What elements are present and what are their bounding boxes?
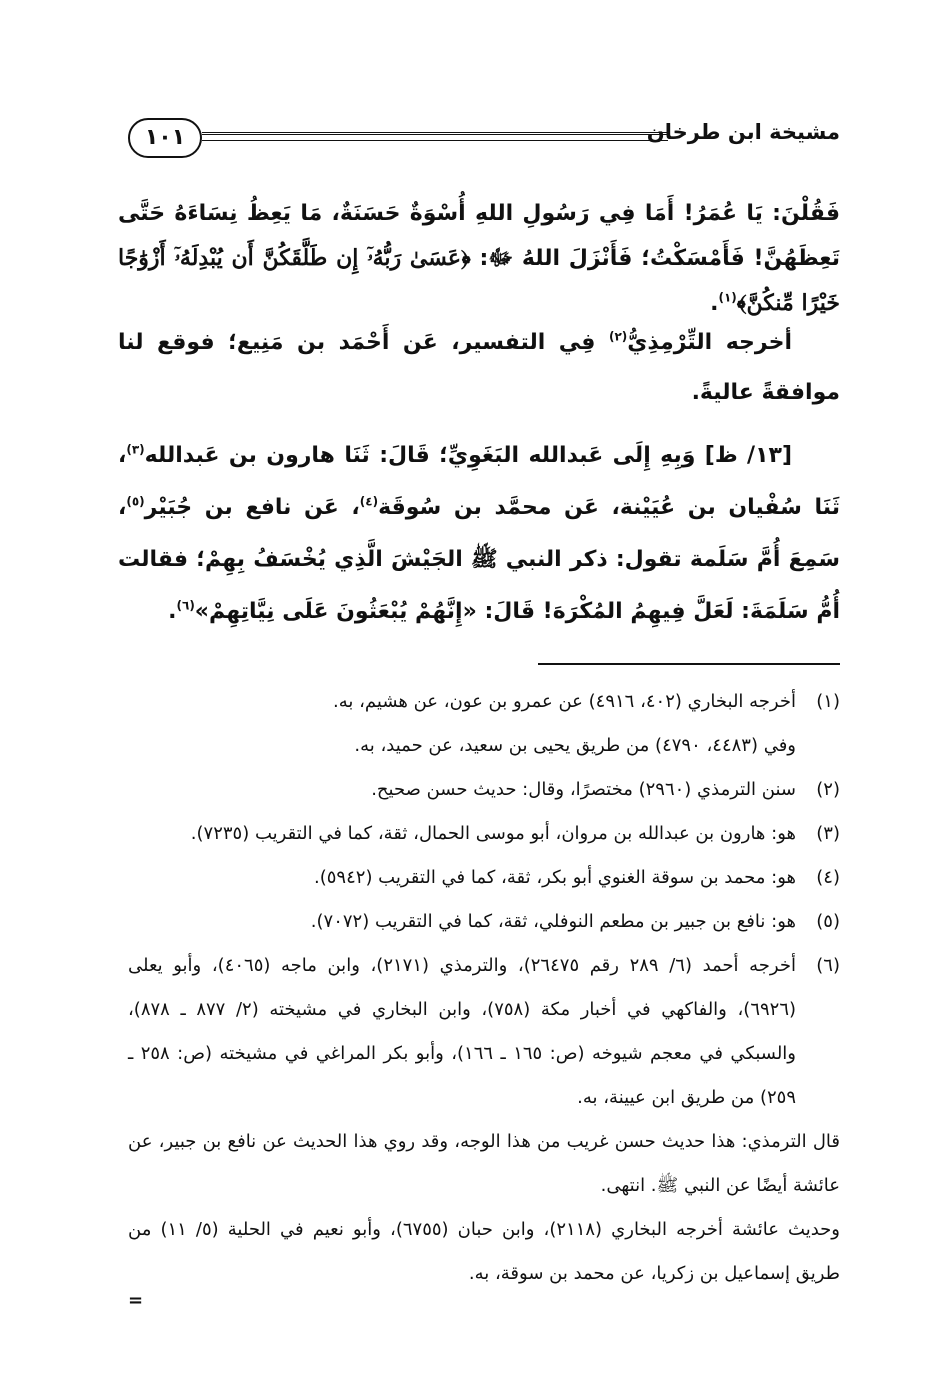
footnote-1-continued (128, 724, 840, 768)
footnote-2 (128, 768, 840, 812)
footnote-ref-6: (٦) (176, 598, 195, 613)
page-header (128, 118, 840, 162)
footnote-5 (128, 900, 840, 944)
footnote-number: (٤) (816, 867, 840, 888)
footnote-ref-1: (١) (718, 290, 737, 305)
footnote-number: (١) (816, 691, 840, 712)
header-rule (202, 132, 668, 141)
paragraph-2-text-b: فِي التفسير، عَن أَحْمَد بن مَنِيع؛ فوقع لنا موافقةً عاليةً. (118, 330, 840, 405)
paragraph-2-text-a: أخرجه التِّرْمِذِيُّ (627, 330, 792, 355)
footnote-text: أخرجه أحمد (٦/ ٢٨٩ رقم ٢٦٤٧٥)، والترمذي (٢١٧١)، وابن ماجه (٤٠٦٥)، وأبو يعلى (٦٩٢٦)، والفاكهي في أخبار مكة (٧٥٨)، وابن البخاري في مشيخته (٢/ ٨٧٧ ـ ٨٧٨)، والسبكي في معجم شيوخه (ص: ١٦٥ ـ ١٦٦)، وأبو بكر المراغي في مشيخته (ص: ٢٥٨ ـ ٢٥٩) من طريق ابن عيينة، به. (128, 955, 797, 1108)
continuation-mark: = (128, 1290, 144, 1311)
footnote-ref-4: (٤) (359, 494, 379, 509)
footnote-4 (128, 856, 840, 900)
footnote-text: هو: هارون بن عبدالله بن مروان، أبو موسى الحمال، ثقة، كما في التقريب (٧٢٣٥). (190, 823, 796, 844)
footnote-number: (٦) (816, 955, 840, 976)
footnote-1 (128, 680, 840, 724)
footnote-ref-3: (٣) (126, 442, 145, 457)
paragraph-3-text-d: ، سَمِعَ أُمَّ سَلَمة تقول: ذكر النبي ﷺ الجَيْشَ الَّذِي يُخْسَفُ بِهِمْ؛ فقالت أُمُّ سَلَمَةَ: لَعَلَّ فِيهِمُ المُكْرَهَ! قَالَ: «إِنَّهُمْ يُبْعَثُونَ عَلَى نِيَّاتِهِمْ» (118, 495, 840, 624)
footnote-6-aisha-note: وحديث عائشة أخرجه البخاري (٢١١٨)، وابن حبان (٦٧٥٥)، وأبو نعيم في الحلية (٥/ ١١) من طريق إسماعيل بن زكريا، عن محمد بن سوقة، به. (128, 1219, 840, 1284)
quran-verse: ﴿عَسَىٰ رَبُّهُۥٓ إِن طَلَّقَكُنَّ أَن يُبْدِلَهُۥٓ أَزْوَٰجًا خَيْرًا مِّنكُنَّ﴾ (118, 245, 840, 316)
footnote-number: (٢) (816, 779, 840, 800)
footnote-text: سنن الترمذي (٢٩٦٠) مختصرًا، وقال: حديث حسن صحيح. (371, 779, 796, 800)
paragraph-1 (118, 192, 840, 326)
paragraph-1-text: فَقُلْنَ: يَا عُمَرُ! أَمَا فِي رَسُولِ اللهِ أُسْوَةٌ حَسَنَةٌ، مَا يَعِظُ نِسَاءَهُ حَتَّى تَعِظَهُنَّ! فَأَمْسَكْتُ؛ فَأَنْزَلَ اللهُ ﷻ: (118, 201, 840, 271)
footnote-number: (٣) (816, 823, 840, 844)
footnote-text: وفي (٤٤٨٣، ٤٧٩٠) من طريق يحيى بن سعيد، عن حميد، به. (354, 735, 796, 756)
running-title: مشيخة ابن طرخان (646, 120, 840, 144)
footnote-ref-2: (٢) (608, 329, 628, 344)
footnote-separator (538, 663, 840, 665)
footnote-text: هو: نافع بن جبير بن مطعم النوفلي، ثقة، كما في التقريب (٧٠٧٢). (310, 911, 796, 932)
paragraph-3 (118, 430, 840, 638)
footnote-text: أخرجه البخاري (٤٠٢، ٤٩١٦) عن عمرو بن عون، عن هشيم، به. (333, 691, 796, 712)
footnote-6-tirmidhi-note: قال الترمذي: هذا حديث حسن غريب من هذا الوجه، وقد روي هذا الحديث عن نافع بن جبير، عن عائشة أيضًا عن النبي ﷺ. انتهى. (128, 1131, 840, 1196)
paragraph-2 (118, 318, 840, 418)
paragraph-3-text-a: [١٣/ ظ] وَبِهِ إِلَى عَبدالله البَغَوِيِّ؛ قَالَ: ثَنَا هارون بن عَبدالله (144, 443, 792, 468)
paragraph-3-text-b: ، ثَنَا سُفْيان بن عُيَيْنة، عَن محمَّد بن سُوقَة (118, 443, 840, 520)
footnote-6 (128, 944, 840, 1120)
paragraph-1-end: . (710, 291, 719, 316)
footnote-ref-5: (٥) (126, 494, 145, 509)
page-number: ١٠١ (128, 118, 202, 158)
paragraph-3-text-c: ، عَن نافع بن جُبَيْر (144, 495, 360, 520)
footnote-text: هو: محمد بن سوقة الغنوي أبو بكر، ثقة، كما في التقريب (٥٩٤٢). (314, 867, 796, 888)
paragraph-3-end: . (168, 599, 177, 624)
footnote-3 (128, 812, 840, 856)
footnote-number: (٥) (816, 911, 840, 932)
footnotes (128, 680, 840, 1296)
